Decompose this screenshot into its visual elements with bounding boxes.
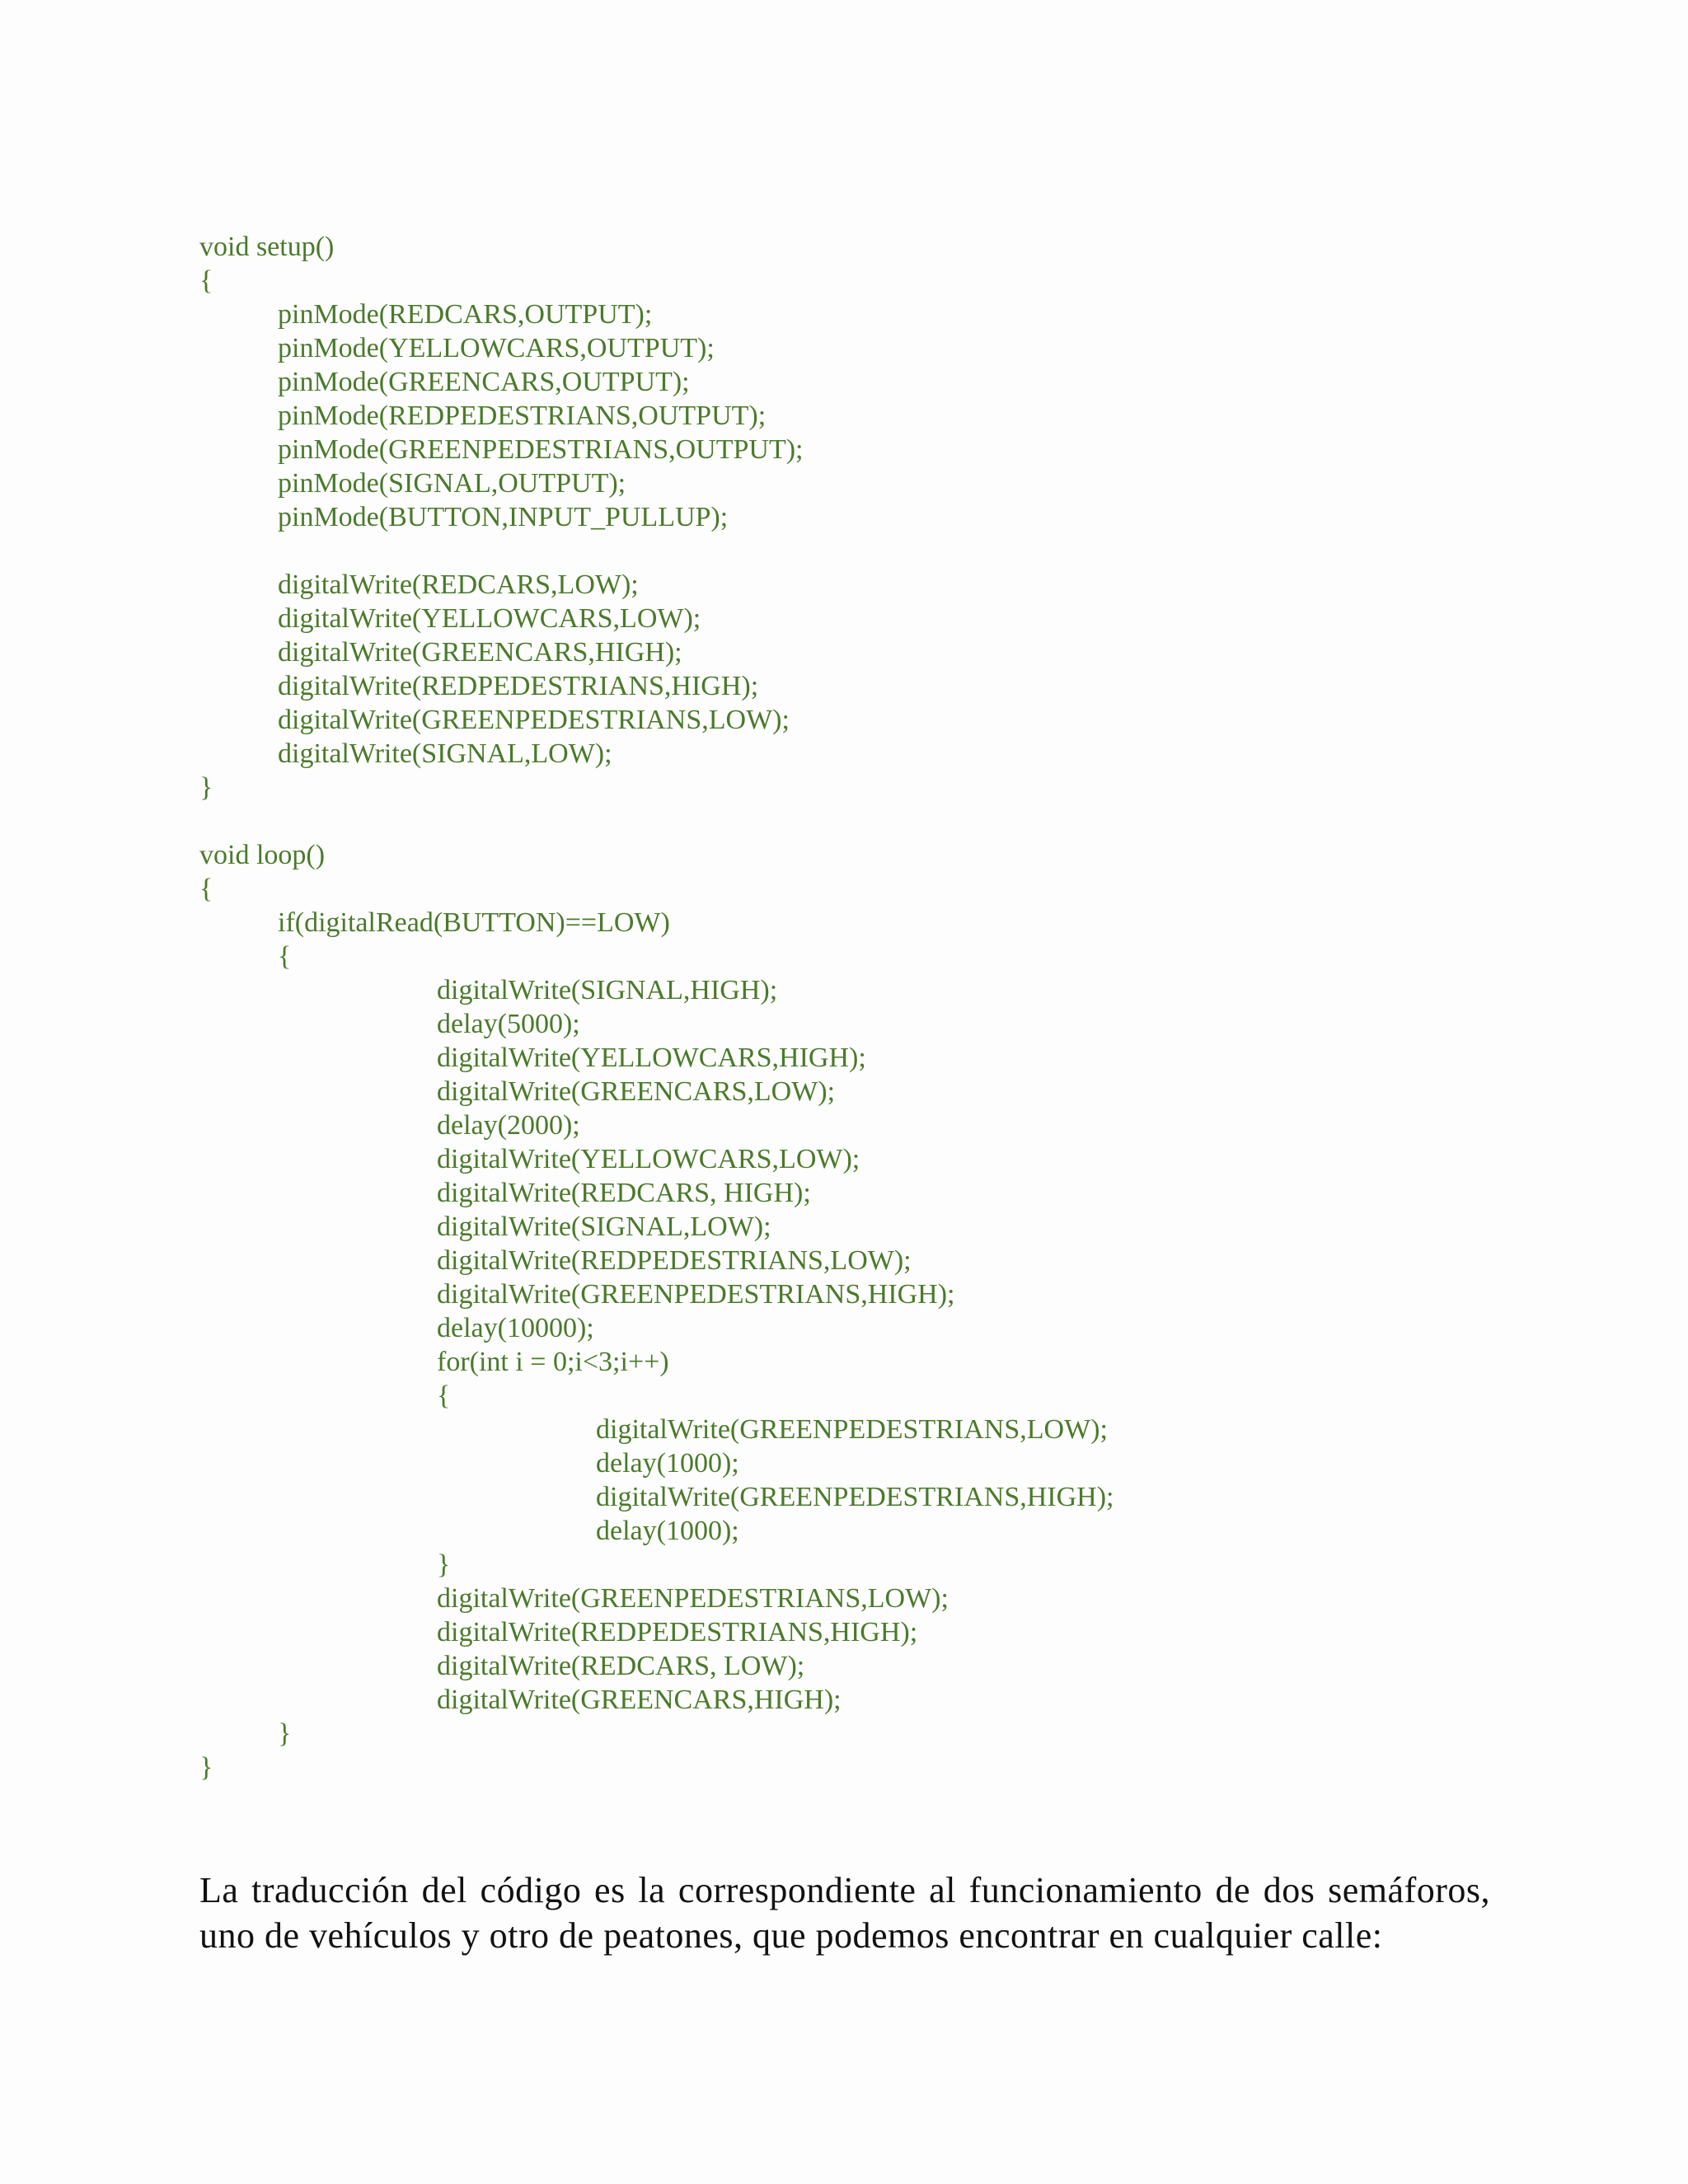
code-line: digitalWrite(GREENPEDESTRIANS,LOW); <box>596 1414 1108 1445</box>
code-line: void loop() <box>199 840 326 870</box>
code-line: digitalWrite(SIGNAL,LOW); <box>437 1212 771 1242</box>
code-line: } <box>199 1752 213 1783</box>
code-line: pinMode(GREENPEDESTRIANS,OUTPUT); <box>278 434 804 465</box>
code-line: digitalWrite(YELLOWCARS,LOW); <box>437 1144 860 1174</box>
code-block <box>199 230 1436 1784</box>
code-line: digitalWrite(REDCARS, LOW); <box>437 1651 805 1681</box>
code-line: digitalWrite(GREENPEDESTRIANS,LOW); <box>437 1583 949 1614</box>
code-line: pinMode(SIGNAL,OUTPUT); <box>278 468 626 499</box>
code-line: pinMode(REDPEDESTRIANS,OUTPUT); <box>278 401 767 431</box>
code-line: digitalWrite(SIGNAL,LOW); <box>278 738 612 769</box>
code-line: delay(10000); <box>437 1313 594 1343</box>
code-line: digitalWrite(REDCARS,LOW); <box>278 569 639 600</box>
code-line: digitalWrite(GREENPEDESTRIANS,LOW); <box>278 705 790 735</box>
code-line: digitalWrite(REDCARS, HIGH); <box>437 1178 811 1208</box>
code-line: pinMode(GREENCARS,OUTPUT); <box>278 367 690 397</box>
code-line: { <box>437 1380 451 1411</box>
code-line: digitalWrite(REDPEDESTRIANS,HIGH); <box>278 671 759 701</box>
code-line: delay(1000); <box>596 1448 739 1479</box>
code-line: pinMode(BUTTON,INPUT_PULLUP); <box>278 502 729 532</box>
code-line: digitalWrite(GREENCARS,HIGH); <box>278 637 682 668</box>
code-line: delay(1000); <box>596 1516 739 1546</box>
code-blank-line <box>199 804 1436 838</box>
code-line: digitalWrite(YELLOWCARS,LOW); <box>278 603 701 634</box>
code-line: digitalWrite(YELLOWCARS,HIGH); <box>437 1043 866 1073</box>
code-line: } <box>437 1549 451 1580</box>
code-line: { <box>199 874 213 904</box>
code-line: digitalWrite(GREENCARS,HIGH); <box>437 1685 842 1715</box>
code-line: void setup() <box>199 232 335 262</box>
code-line: } <box>278 1718 292 1749</box>
explanation-paragraph: La traducción del código es la correspondiente al funcionamiento de dos semáforos, uno de vehículos y otro de peatones, que podemos encontrar en cualquier calle: <box>199 1870 1490 1956</box>
code-line: if(digitalRead(BUTTON)==LOW) <box>278 907 670 938</box>
code-line: digitalWrite(GREENPEDESTRIANS,HIGH); <box>596 1482 1114 1512</box>
code-line: for(int i = 0;i<3;i++) <box>437 1347 669 1377</box>
code-line: pinMode(REDCARS,OUTPUT); <box>278 299 653 330</box>
code-line: digitalWrite(REDPEDESTRIANS,LOW); <box>437 1245 912 1276</box>
code-line: digitalWrite(GREENCARS,LOW); <box>437 1076 836 1107</box>
code-line: digitalWrite(GREENPEDESTRIANS,HIGH); <box>437 1279 955 1310</box>
code-line: delay(5000); <box>437 1009 580 1039</box>
code-line: } <box>199 772 213 803</box>
code-line: delay(2000); <box>437 1110 580 1141</box>
code-line: digitalWrite(SIGNAL,HIGH); <box>437 975 778 1005</box>
code-blank-line <box>199 534 1436 568</box>
code-line: digitalWrite(REDPEDESTRIANS,HIGH); <box>437 1617 918 1647</box>
code-line: { <box>199 265 213 296</box>
code-line: { <box>278 941 292 972</box>
code-line: pinMode(YELLOWCARS,OUTPUT); <box>278 333 715 363</box>
